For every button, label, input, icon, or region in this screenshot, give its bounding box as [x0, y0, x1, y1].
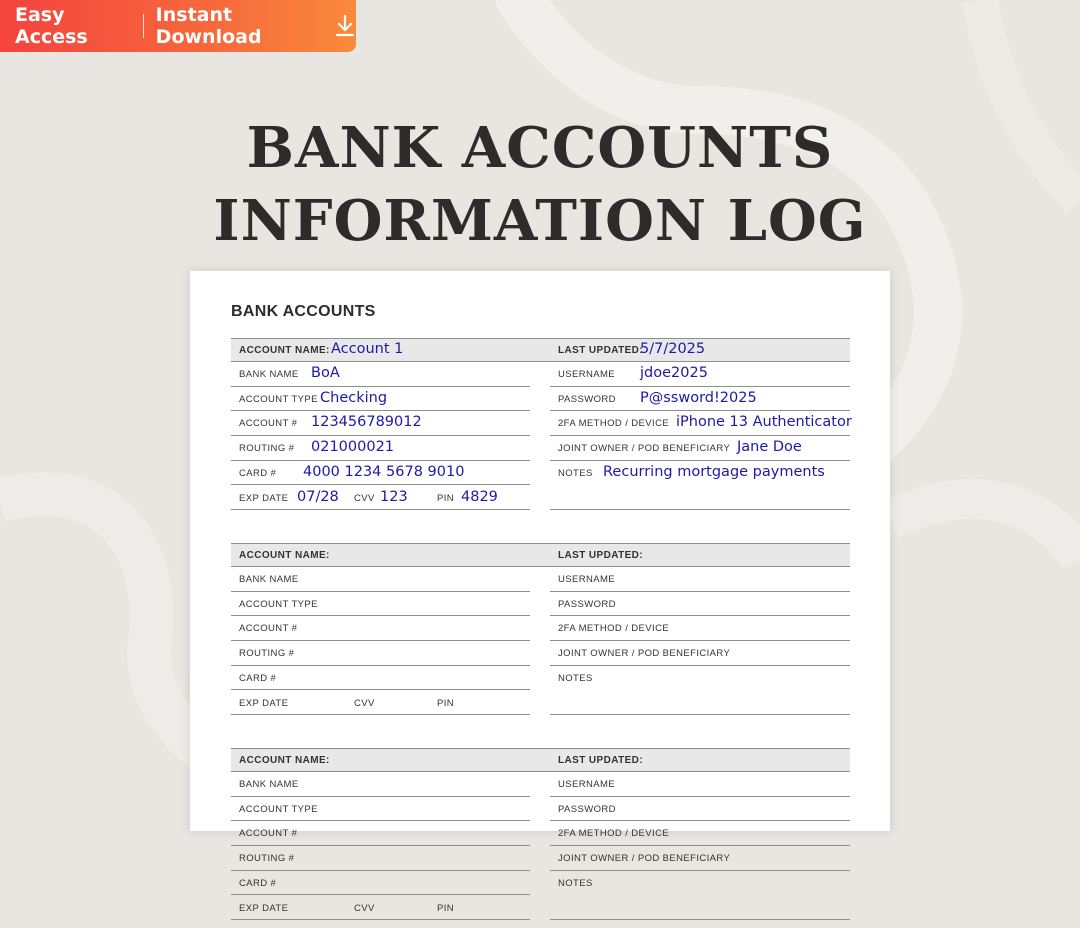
routing-label: ROUTING #: [239, 853, 295, 865]
field-row-joint-owner: [550, 846, 850, 871]
field-row-twofa: [550, 411, 850, 436]
routing-label: ROUTING #: [239, 443, 295, 455]
password-label: PASSWORD: [558, 598, 616, 610]
field-row-joint-owner: [550, 641, 850, 666]
account-header-row: [231, 543, 850, 567]
routing-label: ROUTING #: [239, 648, 295, 660]
field-row-password: [550, 387, 850, 412]
easy-access-label: Easy Access: [15, 4, 88, 48]
field-row-account-type: [231, 797, 530, 822]
title-line-1: BANK ACCOUNTS: [246, 115, 834, 181]
download-icon: [334, 14, 356, 38]
field-row-username: [550, 567, 850, 592]
cvv-label: CVV: [354, 492, 375, 504]
username-label: USERNAME: [558, 574, 616, 585]
pin-label: PIN: [437, 492, 455, 504]
notes-value[interactable]: Recurring mortgage payments: [603, 463, 825, 480]
exp-date-label: EXP DATE: [239, 697, 289, 709]
pin-label: PIN: [437, 902, 455, 914]
joint-owner-label: JOINT OWNER / POD BENEFICIARY: [558, 648, 731, 660]
cvv-label: CVV: [354, 902, 375, 914]
bank-name-label: BANK NAME: [239, 369, 299, 380]
sheet-heading: BANK ACCOUNTS: [231, 303, 376, 320]
bank-name-label: BANK NAME: [239, 779, 299, 790]
username-label: USERNAME: [558, 369, 616, 380]
field-row-routing: [231, 436, 530, 461]
field-row-exp-cvv-pin: [231, 691, 530, 716]
account-number-label: ACCOUNT #: [239, 828, 298, 840]
title-line-2: INFORMATION LOG: [213, 188, 867, 254]
account-header-row: [231, 748, 850, 772]
field-row-username: [550, 362, 850, 387]
log-sheet: [190, 271, 890, 914]
last-updated-label: LAST UPDATED:: [558, 550, 644, 561]
exp-date-label: EXP DATE: [239, 902, 289, 914]
cvv-label: CVV: [354, 697, 375, 709]
account-header-row: [231, 338, 850, 362]
bank-name-label: BANK NAME: [239, 574, 299, 585]
joint-owner-label: JOINT OWNER / POD BENEFICIARY: [558, 853, 731, 865]
pin-label: PIN: [437, 697, 455, 709]
field-row-bank-name: [231, 567, 530, 592]
field-row-exp-cvv-pin: [231, 896, 530, 921]
field-row-card: [231, 461, 530, 486]
field-row-joint-owner: [550, 436, 850, 461]
password-value[interactable]: P@ssword!2025: [640, 389, 757, 406]
twofa-label: 2FA METHOD / DEVICE: [558, 418, 670, 430]
card-label: CARD #: [239, 467, 277, 479]
card-value[interactable]: 4000 1234 5678 9010: [303, 463, 465, 480]
promo-banner: [0, 0, 356, 52]
username-value[interactable]: jdoe2025: [640, 365, 708, 381]
account-type-label: ACCOUNT TYPE: [239, 803, 318, 815]
last-updated-label: LAST UPDATED:: [558, 755, 644, 766]
pin-value[interactable]: 4829: [461, 488, 498, 505]
field-row-card: [231, 666, 530, 691]
account-section: [231, 543, 850, 723]
field-row-routing: [231, 641, 530, 666]
instant-download-label: Instant Download: [155, 4, 262, 48]
notes-label: NOTES: [558, 467, 593, 479]
field-row-twofa: [550, 821, 850, 846]
username-label: USERNAME: [558, 779, 616, 790]
twofa-value[interactable]: iPhone 13 Authenticator: [676, 414, 852, 431]
banner-divider: [143, 14, 144, 38]
field-row-username: [550, 772, 850, 797]
joint-owner-value[interactable]: Jane Doe: [737, 439, 802, 456]
exp-date-label: EXP DATE: [239, 492, 289, 504]
routing-value[interactable]: 021000021: [311, 439, 395, 456]
field-row-twofa: [550, 616, 850, 641]
last-updated-value[interactable]: 5/7/2025: [640, 341, 706, 357]
field-row-notes: [550, 871, 850, 920]
field-row-account-type: [231, 592, 530, 617]
field-row-account-number: [231, 821, 530, 846]
account-number-label: ACCOUNT #: [239, 623, 298, 635]
field-row-account-type: [231, 387, 530, 412]
password-label: PASSWORD: [558, 393, 616, 405]
account-number-value[interactable]: 123456789012: [311, 414, 422, 431]
account-name-label: ACCOUNT NAME:: [239, 345, 330, 356]
cvv-value[interactable]: 123: [380, 488, 408, 505]
field-row-exp-cvv-pin: [231, 486, 530, 511]
field-row-bank-name: [231, 772, 530, 797]
field-row-bank-name: [231, 362, 530, 387]
field-row-password: [550, 797, 850, 822]
joint-owner-label: JOINT OWNER / POD BENEFICIARY: [558, 443, 731, 455]
account-name-value[interactable]: Account 1: [331, 341, 404, 357]
notes-label: NOTES: [558, 672, 593, 684]
account-type-label: ACCOUNT TYPE: [239, 393, 318, 405]
twofa-label: 2FA METHOD / DEVICE: [558, 623, 670, 635]
field-row-password: [550, 592, 850, 617]
field-row-account-number: [231, 411, 530, 436]
bank-name-value[interactable]: BoA: [311, 365, 340, 381]
account-name-label: ACCOUNT NAME:: [239, 755, 330, 766]
page-title: [0, 112, 1080, 258]
field-row-account-number: [231, 616, 530, 641]
field-row-notes: [550, 461, 850, 510]
last-updated-label: LAST UPDATED:: [558, 345, 644, 356]
twofa-label: 2FA METHOD / DEVICE: [558, 828, 670, 840]
card-label: CARD #: [239, 672, 277, 684]
account-name-label: ACCOUNT NAME:: [239, 550, 330, 561]
field-row-routing: [231, 846, 530, 871]
account-section: [231, 338, 850, 518]
field-row-card: [231, 871, 530, 896]
account-section: [231, 748, 850, 928]
account-number-label: ACCOUNT #: [239, 418, 298, 430]
exp-date-value[interactable]: 07/28: [297, 488, 339, 505]
notes-label: NOTES: [558, 877, 593, 889]
field-row-notes: [550, 666, 850, 715]
account-type-value[interactable]: Checking: [320, 389, 388, 406]
card-label: CARD #: [239, 877, 277, 889]
password-label: PASSWORD: [558, 803, 616, 815]
account-type-label: ACCOUNT TYPE: [239, 598, 318, 610]
